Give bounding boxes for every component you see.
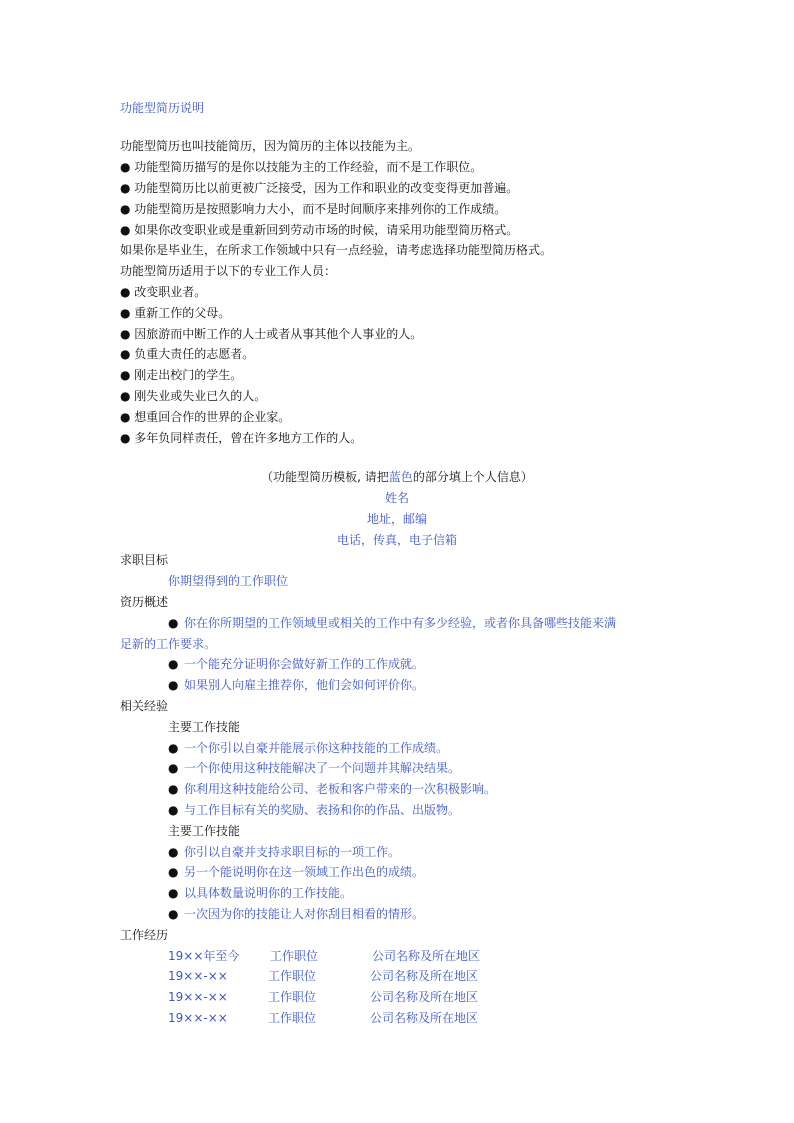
intro-bullet: ● 功能型简历是按照影响力大小，而不是时间顺序来排列你的工作成绩。 [120, 202, 507, 216]
skills-subheading: 主要工作技能 [168, 824, 241, 838]
experience-heading: 相关经验 [120, 699, 169, 713]
history-position: 工作职位 [270, 949, 319, 963]
intro-paragraph: 功能型简历也叫技能简历，因为简历的主体以技能为主。 [120, 139, 421, 153]
template-note [0, 468, 794, 486]
summary-item [168, 614, 616, 632]
template-note-before: （功能型简历模板, 请把 [261, 470, 389, 484]
skill-item-text: 以具体数量说明你的工作技能。 [184, 886, 353, 900]
history-date: 19××-×× [168, 969, 228, 983]
summary-item-text: 如果别人向雇主推荐你，他们会如何评价你。 [184, 678, 425, 692]
history-company: 公司名称及所在地区 [372, 949, 481, 963]
history-heading: 工作经历 [120, 928, 169, 942]
audience-bullet: ● 多年负同样责任，曾在许多地方工作的人。 [120, 431, 363, 445]
history-date: 19××年至今 [168, 949, 240, 963]
skill-item-text: 另一个能说明你在这一领域工作出色的成绩。 [184, 865, 425, 879]
summary-item-text: 一个能充分证明你会做好新工作的工作成就。 [184, 657, 425, 671]
intro-bullet: ● 如果你改变职业或是重新回到劳动市场的时候，请采用功能型简历格式。 [120, 223, 519, 237]
audience-bullet: ● 负重大责任的志愿者。 [120, 347, 255, 361]
skill-item-text: 一个你引以自豪并能展示你这种技能的工作成绩。 [184, 741, 449, 755]
history-position: 工作职位 [268, 990, 317, 1004]
skill-item-text: 一个你使用这种技能解决了一个问题并其解决结果。 [184, 761, 461, 775]
history-date: 19××-×× [168, 1011, 228, 1025]
bullet-icon: ● [168, 907, 179, 921]
skill-item-text: 你利用这种技能给公司、老板和客户带来的一次积极影响。 [184, 782, 497, 796]
objective-heading: 求职目标 [120, 553, 169, 567]
bullet-icon: ● [168, 678, 179, 692]
contact-name: 姓名 [384, 491, 409, 505]
audience-bullet: ● 改变职业者。 [120, 285, 207, 299]
page-title: 功能型简历说明 [120, 101, 205, 115]
bullet-icon: ● [168, 616, 179, 630]
audience-bullet: ● 重新工作的父母。 [120, 306, 231, 320]
skills-subheading: 主要工作技能 [168, 720, 241, 734]
history-position: 工作职位 [268, 969, 317, 983]
history-company: 公司名称及所在地区 [370, 969, 479, 983]
skill-item-text: 你引以自豪并支持求职目标的一项工作。 [184, 845, 401, 859]
contact-address: 地址，邮编 [366, 512, 427, 526]
bullet-icon: ● [168, 803, 179, 817]
history-position: 工作职位 [268, 1011, 317, 1025]
bullet-icon: ● [168, 845, 179, 859]
intro-bullet: ● 功能型简历比以前更被广泛接受，因为工作和职业的改变变得更加普遍。 [120, 181, 519, 195]
audience-bullet: ● 因旅游而中断工作的人士或者从事其他个人事业的人。 [120, 327, 423, 341]
template-note-highlight: 蓝色 [388, 470, 413, 484]
bullet-icon: ● [168, 741, 179, 755]
intro-paragraph: 如果你是毕业生，在所求工作领域中只有一点经验，请考虑选择功能型简历格式。 [120, 243, 553, 257]
objective-text: 你期望得到的工作职位 [168, 574, 289, 588]
audience-bullet: ● 刚失业或失业已久的人。 [120, 389, 267, 403]
summary-item [168, 676, 424, 694]
bullet-icon: ● [168, 782, 179, 796]
skill-item [168, 780, 496, 798]
skill-item [168, 759, 460, 777]
skill-item-text: 与工作目标有关的奖励、表扬和你的作品、出版物。 [184, 803, 461, 817]
template-note-after: 的部分填上个人信息） [412, 470, 533, 484]
history-date: 19××-×× [168, 990, 228, 1004]
audience-bullet: ● 想重回合作的世界的企业家。 [120, 410, 291, 424]
summary-item [168, 655, 424, 673]
summary-item-continuation: 足新的工作要求。 [120, 637, 217, 651]
skill-item [168, 884, 352, 902]
summary-item-text: 你在你所期望的工作领域里或相关的工作中有多少经验，或者你具备哪些技能来满 [184, 616, 617, 630]
intro-bullet: ● 功能型简历描写的是你以技能为主的工作经验，而不是工作职位。 [120, 160, 483, 174]
skill-item [168, 843, 400, 861]
skill-item [168, 739, 448, 757]
skill-item [168, 863, 424, 881]
bullet-icon: ● [168, 886, 179, 900]
skill-item [168, 801, 460, 819]
bullet-icon: ● [168, 865, 179, 879]
audience-bullet: ● 刚走出校门的学生。 [120, 368, 243, 382]
history-company: 公司名称及所在地区 [370, 990, 479, 1004]
bullet-icon: ● [168, 657, 179, 671]
history-company: 公司名称及所在地区 [370, 1011, 479, 1025]
contact-phone: 电话，传真，电子信箱 [336, 533, 457, 547]
intro-paragraph: 功能型简历适用于以下的专业工作人员： [120, 264, 337, 278]
skill-item-text: 一次因为你的技能让人对你刮目相看的情形。 [184, 907, 425, 921]
skill-item [168, 905, 424, 923]
bullet-icon: ● [168, 761, 179, 775]
summary-heading: 资历概述 [120, 595, 169, 609]
